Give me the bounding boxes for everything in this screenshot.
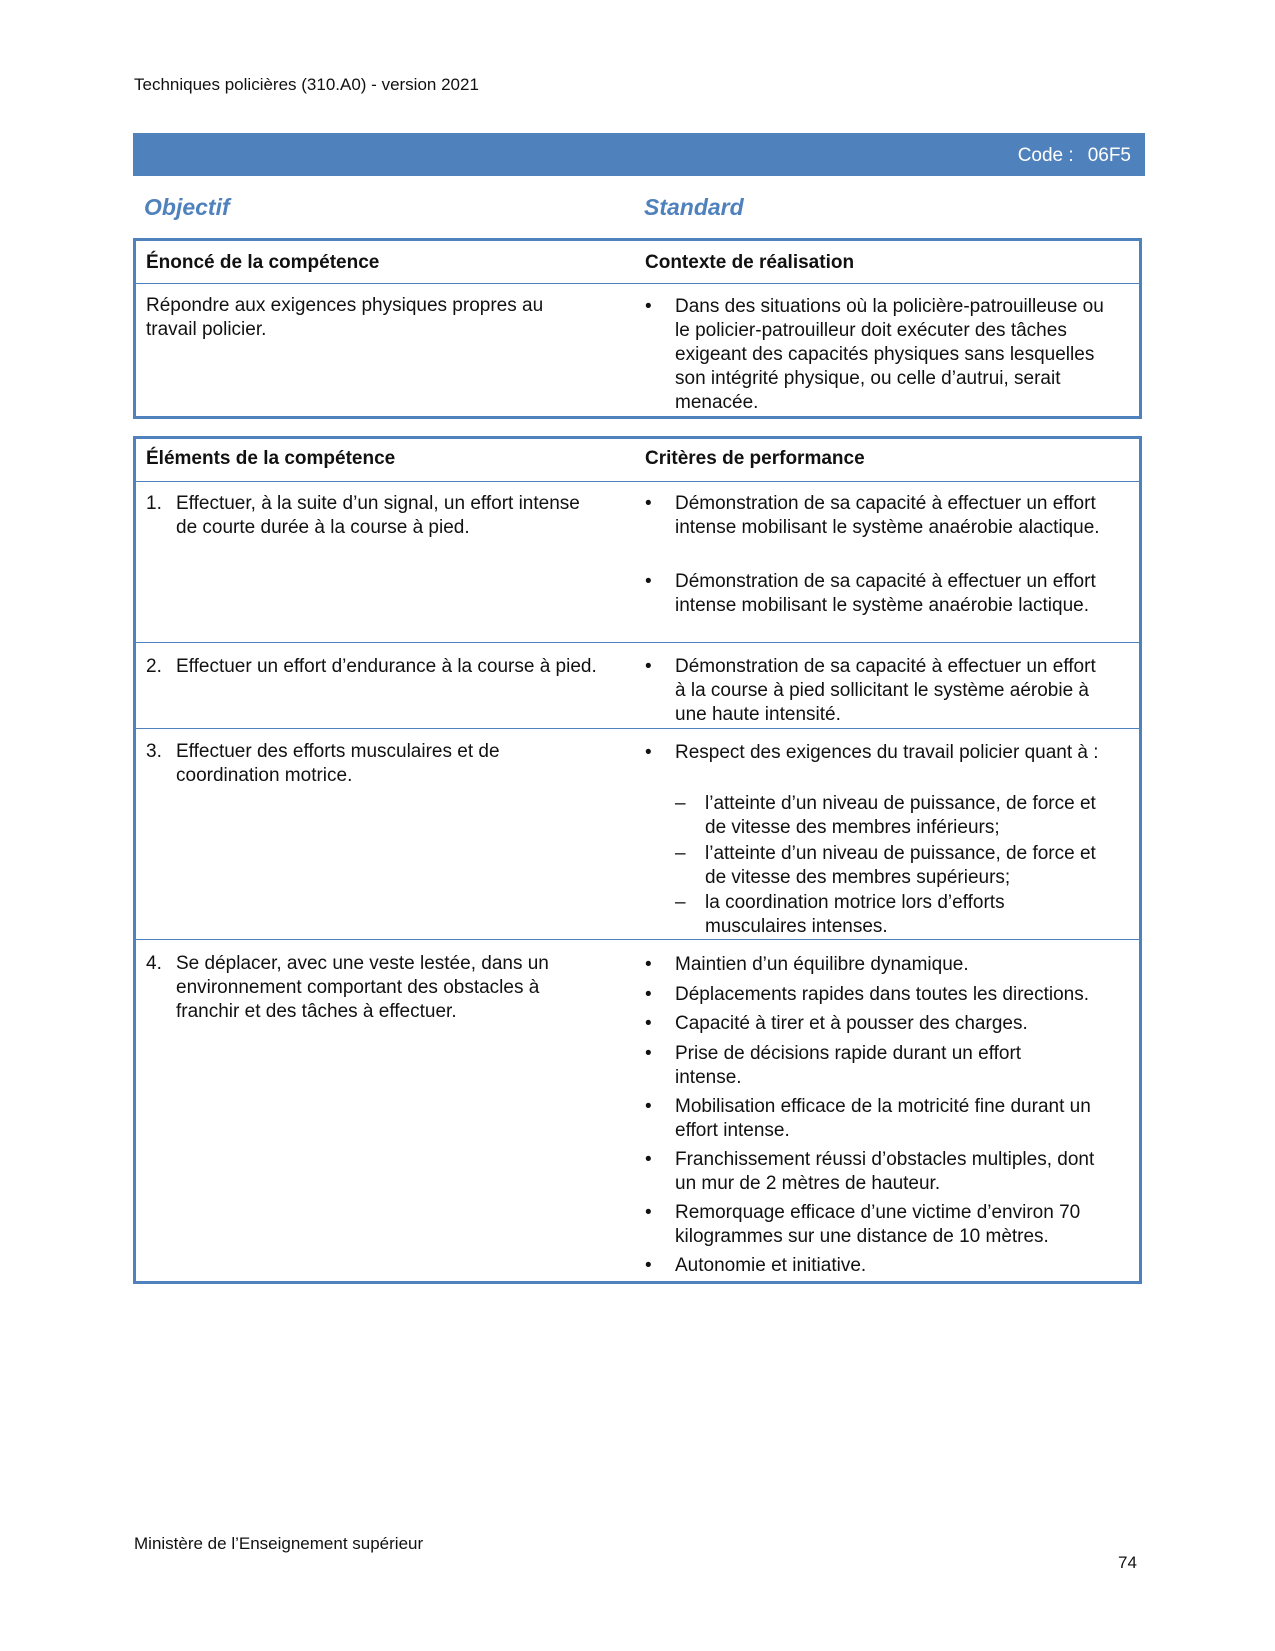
bullet-icon: • [645,1202,652,1223]
bullet-icon: • [645,296,652,317]
code-banner [133,133,1145,176]
objectif-heading: Objectif [144,194,230,220]
elements-table: Éléments de la compétence Critères de performance 1. Effectuer, à la suite d’un signal, un effort intense de courte durée à la course à pied. • Démonstration de sa capacité à effectuer un effort intense mobilisant le système anaérobie alactique. • Démonstration de sa capacité à effectuer un effort intense mobilisant le système anaérobie lactique. 2. Effectuer un effort d’endurance à la course à pied. • Démonstration de sa capacité à effectuer un effort à la course à pied sollicitant le système aérobie à une haute intensité. 3. Effectuer des efforts musculaires et de coordination motrice. • Respect des exigences du travail policier quant à : – l’atteinte d’un niveau de puissance, de force et de vitesse des membres inférieurs; – l’atteinte d’un niveau de puissance, de force et de vitesse des membres supérieurs; – la coordination motrice lors d’efforts musculaires intenses. 4. Se déplacer, avec une veste lestée, dans un environnement comportant des obstacles à franchir et des tâches à effectuer. • Maintien d’un équilibre dynamique. • Déplacements rapides dans toutes les directions. • Capacité à tirer et à pousser des charges. • Prise de décisions rapide durant un effort intense. • Mobilisation efficace de la motricité fine durant un effort intense. • Franchissement réussi d’obstacles multiples, dont un mur de 2 mètres de hauteur. • Remorquage efficace d’une victime d’environ 70 kilogrammes sur une distance de 10 mètres. • Autonomie et initiative. [133,436,1142,1284]
enonce-header: Énoncé de la compétence [146,252,380,273]
bullet-icon: • [645,571,652,592]
enonce-text: Répondre aux exigences physiques propres au travail policier. [146,295,544,340]
bullet-icon: • [645,1255,652,1276]
code-value: 06F5 [1087,145,1131,166]
bullet-icon: • [645,984,652,1005]
page-number: 74 [1118,1553,1137,1572]
bullet-icon: • [645,1096,652,1117]
row-divider [136,642,1139,643]
bullet-icon: • [645,1043,652,1064]
code-label: Code : [1017,145,1074,166]
enonce-table: Énoncé de la compétence Contexte de réalisation Répondre aux exigences physiques propres au travail policier. • Dans des situations où la policière-patrouilleuse ou le policier-patrouilleur doit exécuter des tâches exigeant des capacités physiques sans lesquelles son intégrité physique, ou celle d’autrui, serait menacée. [133,238,1142,419]
header-divider [136,283,1139,284]
bullet-icon: • [645,1149,652,1170]
bullet-icon: • [645,954,652,975]
running-header: Techniques policières (310.A0) - version 2021 [134,75,479,94]
row-divider [136,728,1139,729]
competency-code [1018,145,1131,167]
dash-icon: – [675,843,686,864]
bullet-icon: • [645,656,652,677]
dash-icon: – [675,892,686,913]
bullet-icon: • [645,1013,652,1034]
row-divider [136,939,1139,940]
standard-heading: Standard [644,194,744,220]
dash-icon: – [675,793,686,814]
header-divider [136,481,1139,482]
criteres-header: Critères de performance [645,448,865,469]
elements-header: Éléments de la compétence [146,448,396,469]
footer-ministry: Ministère de l’Enseignement supérieur [134,1534,424,1553]
contexte-header: Contexte de réalisation [645,252,855,273]
bullet-icon: • [645,742,652,763]
bullet-icon: • [645,493,652,514]
